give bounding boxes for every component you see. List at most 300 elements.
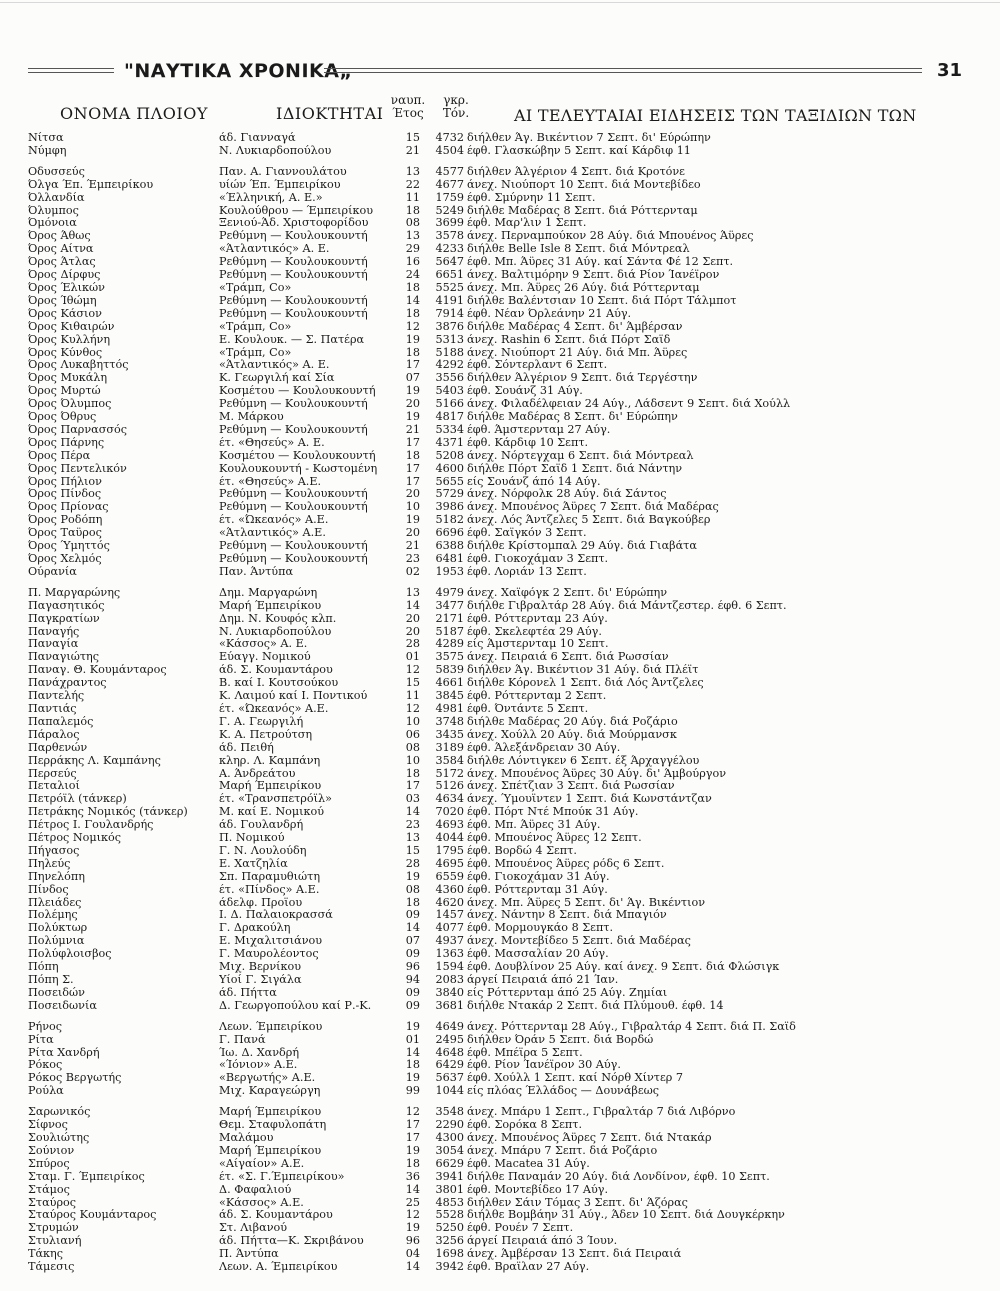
table-row (0, 514, 1000, 527)
gross-tonnage: 6629 (435, 1157, 464, 1170)
latest-news: έφθ. Ρόττερνταμ 31 Αύγ. (467, 883, 608, 896)
gross-tonnage: 4661 (435, 677, 464, 690)
latest-news: άνεχ. Νόρτεγχαμ 6 Σεπτ. διά Μόντρεαλ (467, 449, 694, 462)
gross-tonnage: 3477 (435, 599, 464, 612)
build-year: 21 (405, 144, 420, 157)
build-year: 19 (405, 385, 420, 398)
owner-name: έτ. «Ώκεανός» Α.Ε. (219, 702, 329, 715)
build-year: 19 (405, 514, 420, 527)
table-row (0, 566, 1000, 579)
owner-name: Στ. Λιβανού (219, 1222, 288, 1235)
latest-news: έφθ. Ρίον Ίανέϊρον 30 Αύγ. (467, 1059, 621, 1072)
build-year: 17 (405, 359, 420, 372)
gross-tonnage: 3556 (435, 372, 464, 385)
gross-tonnage: 3435 (435, 728, 464, 741)
table-row (0, 1248, 1000, 1261)
ship-name: Όλγα Έπ. Έμπειρίκου (28, 178, 154, 191)
owner-name: Γ. Μαυρολέοντος (219, 948, 319, 961)
table-row (0, 179, 1000, 192)
section-gap (0, 1098, 1000, 1106)
table-row (0, 205, 1000, 218)
table-row (0, 385, 1000, 398)
table-row (0, 600, 1000, 613)
build-year: 07 (405, 372, 420, 385)
ship-name: Ρίτα Χανδρή (28, 1046, 100, 1059)
ship-name: Πεταλιοί (28, 780, 80, 793)
table-row (0, 1132, 1000, 1145)
gross-tonnage: 4634 (435, 793, 464, 806)
build-year: 09 (405, 986, 420, 999)
table-row (0, 463, 1000, 476)
table-row (0, 540, 1000, 553)
table-row (0, 716, 1000, 729)
latest-news: άργεί Πειραιά άπό 21 Ίαν. (467, 974, 619, 986)
gross-tonnage: 5182 (435, 514, 464, 527)
build-year: 23 (405, 819, 420, 832)
ship-name: Όρος Χελμός (28, 553, 102, 565)
owner-name: Μαρή Έμπειρίκου (219, 1144, 322, 1157)
gross-tonnage: 5313 (435, 333, 464, 346)
owner-name: Υίοί Γ. Σιγάλα (219, 974, 302, 986)
table-row (0, 308, 1000, 321)
build-year: 36 (405, 1170, 420, 1183)
owner-name: «Αίγαίον» Α.Ε. (219, 1157, 305, 1170)
ship-name: Παγασητικός (28, 599, 105, 612)
owner-name: Ρεθύμνη — Κουλουκουντή (219, 269, 368, 282)
ship-name: Σταύρος (28, 1196, 77, 1209)
table-row (0, 651, 1000, 664)
table-row (0, 398, 1000, 411)
gross-tonnage: 4620 (435, 896, 464, 909)
table-row (0, 411, 1000, 424)
build-year: 25 (405, 1196, 420, 1209)
gross-tonnage: 5172 (435, 767, 464, 780)
build-year: 10 (405, 501, 420, 514)
ship-name: Όρος Λυκαβηττός (28, 359, 129, 372)
owner-name: «Έλληνική, Α. Ε.» (219, 191, 323, 204)
table-row (0, 501, 1000, 514)
build-year: 14 (405, 1261, 420, 1274)
table-row (0, 1047, 1000, 1060)
ship-name: Παναγιώτης (28, 651, 100, 664)
owner-name: άδελφ. Προΐου (219, 896, 303, 909)
build-year: 17 (405, 436, 420, 449)
latest-news: έφθ. Μοντεβίδεο 17 Αύγ. (467, 1183, 609, 1196)
owner-name: Ρεθύμνη — Κουλουκουντή (219, 294, 368, 307)
ship-name: Όρος Ταΰρος (28, 527, 102, 540)
build-year: 10 (405, 754, 420, 767)
gross-tonnage: 4577 (435, 165, 464, 178)
owner-name: υίών Έπ. Έμπειρίκου (219, 178, 341, 191)
gross-tonnage: 4817 (435, 411, 464, 424)
ship-name: Πανάχραντος (28, 677, 107, 690)
table-row (0, 664, 1000, 677)
gross-tonnage: 3575 (435, 651, 464, 664)
ship-name: Όρος Άτλας (28, 256, 96, 269)
ship-name: Όρος Όθρυς (28, 411, 97, 424)
build-year: 18 (405, 896, 420, 909)
owner-name: Μιχ. Καραγεώργη (219, 1085, 321, 1098)
table-row (0, 832, 1000, 845)
gross-tonnage: 5637 (435, 1072, 464, 1085)
gross-tonnage: 6651 (435, 269, 464, 282)
ship-name: Πετρόϊλ (τάνκερ) (28, 793, 127, 806)
ship-name: Περράκης Λ. Καμπάνης (28, 754, 161, 767)
build-year: 09 (405, 999, 420, 1012)
table-row (0, 909, 1000, 922)
ship-name: Περσεύς (28, 767, 77, 780)
owner-name: άδ. Σ. Κουμαντάρου (219, 664, 333, 677)
table-row (0, 768, 1000, 781)
table-row (0, 1209, 1000, 1222)
table-row (0, 217, 1000, 230)
latest-news: άνεχ. Πειραιά 6 Σεπτ. διά Ρωσσίαν (467, 651, 669, 664)
ship-name: Στυλιανή (28, 1235, 82, 1248)
gross-tonnage: 1698 (435, 1248, 464, 1261)
build-year: 01 (405, 651, 420, 664)
column-headers (0, 94, 1000, 130)
publication-title: "ΝΑΥΤΙΚΑ ΧΡΟΝΙΚΑ„ (124, 60, 353, 82)
latest-news: είς πλόας Έλλάδος — Δουνάβεως (467, 1085, 660, 1098)
owner-name: Ξενιού-Άδ. Χριστοφορίδου (219, 217, 369, 230)
latest-news: άνεχ. Μπάρυ 1 Σεπτ., Γιβραλτάρ 7 διά Λιβόρνο (467, 1106, 736, 1119)
build-year: 21 (405, 423, 420, 436)
owner-name: Α. Άνδρεάτου (219, 767, 296, 780)
gross-tonnage: 4292 (435, 359, 464, 372)
ship-name: Όλλανδία (28, 191, 85, 204)
latest-news: είς Άμστερνταμ 10 Σεπτ. (467, 638, 609, 651)
owner-name: Γ. Ν. Λουλούδη (219, 844, 307, 857)
latest-news: έφθ. Σκελεφτέα 29 Αύγ. (467, 625, 602, 638)
latest-news: άνεχ. Μπουένος Άϋρες 30 Αύγ. δι' Άμβούργον (467, 767, 726, 780)
build-year: 18 (405, 281, 420, 294)
ship-name: Ούρανία (28, 565, 77, 578)
ship-name: Όρος Κύνθος (28, 346, 103, 359)
latest-news: διήλθε Λόντιγκεν 6 Σεπτ. έξ Άρχαγγέλου (467, 754, 700, 767)
build-year: 15 (405, 844, 420, 857)
table-row (0, 677, 1000, 690)
build-year: 23 (405, 553, 420, 565)
build-year: 19 (405, 1072, 420, 1085)
gross-tonnage: 4360 (435, 883, 464, 896)
ship-name: Νίτσα (28, 132, 64, 144)
gross-tonnage: 6696 (435, 527, 464, 540)
owner-name: Ρεθύμνη — Κουλουκουντή (219, 488, 368, 501)
gross-tonnage: 4600 (435, 462, 464, 475)
ship-name: Παναγία (28, 638, 79, 651)
ship-name: Όρος Όλυμπος (28, 398, 112, 411)
gross-tonnage: 4191 (435, 294, 464, 307)
owner-name: «Ίόνιον» Α.Ε. (219, 1059, 298, 1072)
latest-news: έφθ. Πόρτ Ντέ Μπούκ 31 Αύγ. (467, 806, 639, 819)
owner-name: Γ. Α. Γεωργιλή (219, 715, 304, 728)
column-header-tonnage: γκρ. Τόν. (442, 93, 470, 120)
table-row (0, 334, 1000, 347)
table-row (0, 793, 1000, 806)
owner-name: «Άτλαντικός» Α.Ε. (219, 527, 326, 540)
build-year: 19 (405, 870, 420, 883)
build-year: 14 (405, 806, 420, 819)
table-row (0, 922, 1000, 935)
latest-news: διήλθεν Άγ. Βικέντιον 7 Σεπτ. δι' Εύρώπην (467, 132, 711, 144)
gross-tonnage: 2083 (435, 974, 464, 986)
table-row (0, 1000, 1000, 1013)
latest-news: άνεχ. Ύμουϊντεν 1 Σεπτ. διά Κωνστάντζαν (467, 793, 712, 806)
owner-name: «Άτλαντικός» Α. Ε. (219, 359, 330, 372)
gross-tonnage: 4937 (435, 935, 464, 948)
table-row (0, 192, 1000, 205)
owner-name: Κ. Λαιμού καί Ι. Ποντικού (219, 690, 368, 703)
gross-tonnage: 3876 (435, 320, 464, 333)
table-row (0, 1158, 1000, 1171)
table-row (0, 1106, 1000, 1119)
owner-name: Μ. καί Ε. Νομικού (219, 806, 325, 819)
ship-name: Όρος Πρίονας (28, 501, 109, 514)
latest-news: έφθ. Ρόττερνταμ 23 Αύγ. (467, 612, 608, 625)
owner-name: Μαρή Έμπειρίκου (219, 1106, 322, 1119)
table-row (0, 295, 1000, 308)
latest-news: άνεχ. Λός Άντζελες 5 Σεπτ. διά Βαγκούβερ (467, 514, 711, 527)
latest-news: έφθ. Χούλλ 1 Σεπτ. καί Νόρθ Χίντερ 7 (467, 1072, 684, 1085)
build-year: 17 (405, 780, 420, 793)
latest-news: άνεχ. Μπ. Άϋρες 26 Αύγ. διά Ρόττερνταμ (467, 281, 700, 294)
gross-tonnage: 5647 (435, 256, 464, 269)
ship-name: Πλειάδες (28, 896, 82, 909)
owner-name: έτ. «Τρανσπετρόϊλ» (219, 793, 332, 806)
table-row (0, 145, 1000, 158)
section-gap (0, 1013, 1000, 1021)
owner-name: έτ. «Θησεύς» Α.Ε. (219, 475, 322, 488)
owner-name: Ρεθύμνη — Κουλουκουντή (219, 230, 368, 243)
ship-table (0, 132, 1000, 1274)
owner-name: Δημ. Ν. Κουφός κλπ. (219, 612, 337, 625)
ship-name: Σαρωνικός (28, 1106, 91, 1119)
gross-tonnage: 4853 (435, 1196, 464, 1209)
ship-name: Πέτρος Ι. Γουλανδρής (28, 819, 154, 832)
latest-news: διήλθε Μαδέρας 4 Σεπτ. δι' Άμβέρσαν (467, 320, 683, 333)
gross-tonnage: 3941 (435, 1170, 464, 1183)
table-row (0, 372, 1000, 385)
owner-name: άδ. Γιανναγά (219, 132, 296, 144)
ship-name: Όρος Ίθώμη (28, 294, 97, 307)
owner-name: «Βεργωτής» Α.Ε. (219, 1072, 316, 1085)
owner-name: έτ. «Ώκεανός» Α.Ε. (219, 514, 329, 527)
owner-name: Β. καί Ι. Κουτσούκου (219, 677, 339, 690)
gross-tonnage: 1363 (435, 948, 464, 961)
gross-tonnage: 3548 (435, 1106, 464, 1119)
page-header (28, 60, 968, 82)
build-year: 15 (405, 677, 420, 690)
table-row (0, 424, 1000, 437)
table-row (0, 269, 1000, 282)
latest-news: έφθ. Σορόκα 8 Σεπτ. (467, 1119, 583, 1132)
owner-name: Θεμ. Σταφυλοπάτη (219, 1119, 327, 1132)
owner-name: Παν. Α. Γιαννουλάτου (219, 165, 347, 178)
table-row (0, 476, 1000, 489)
build-year: 12 (405, 1106, 420, 1119)
table-row (0, 553, 1000, 566)
latest-news: είς Ρόττερνταμ άπό 25 Αύγ. Ζημίαι (467, 986, 668, 999)
table-row (0, 935, 1000, 948)
latest-news: έφθ. Μπουένος Άϋρες 12 Σεπτ. (467, 832, 642, 845)
owner-name: Μ. Μάρκου (219, 411, 284, 424)
ship-name: Σούνιον (28, 1144, 75, 1157)
latest-news: έφθ. Νέαν Όρλεάνην 21 Αύγ. (467, 307, 632, 320)
owner-name: Ε. Χατζηλία (219, 857, 288, 870)
gross-tonnage: 3584 (435, 754, 464, 767)
table-row (0, 845, 1000, 858)
latest-news: έφθ. Δουβλίνον 25 Αύγ. καί άνεχ. 9 Σεπτ. διά Φλώσιγκ (467, 961, 780, 974)
build-year: 18 (405, 767, 420, 780)
ship-name: Όρος Πήλιον (28, 475, 102, 488)
gross-tonnage: 4371 (435, 436, 464, 449)
scan-edge-line (0, 2, 1000, 3)
ship-name: Πολέμης (28, 909, 78, 922)
ship-name: Σπύρος (28, 1157, 70, 1170)
latest-news: έφθ. Άλεξάνδρειαν 30 Αύγ. (467, 741, 621, 754)
ship-name: Πόπη (28, 961, 59, 974)
ship-name: Πολύκτωρ (28, 922, 88, 935)
latest-news: διήλθε Κρίστομπαλ 29 Αύγ. διά Γιαβάτα (467, 540, 697, 553)
gross-tonnage: 5403 (435, 385, 464, 398)
latest-news: έφθ. Άμστερνταμ 27 Αύγ. (467, 423, 611, 436)
build-year: 10 (405, 715, 420, 728)
build-year: 12 (405, 320, 420, 333)
latest-news: άνεχ. Μπάρυ 7 Σεπτ. διά Ροζάριο (467, 1144, 658, 1157)
latest-news: άνεχ. Νιούπορτ 10 Σεπτ. διά Μοντεβίδεο (467, 178, 701, 191)
gross-tonnage: 5187 (435, 625, 464, 638)
ship-name: Πήγασος (28, 844, 80, 857)
latest-news: έφθ. Σαϊγκόν 3 Σεπτ. (467, 527, 587, 540)
latest-news: άνεχ. Χαϊφόγκ 2 Σεπτ. δι' Εύρώπην (467, 586, 668, 599)
table-row (0, 527, 1000, 540)
ship-name: Σταύρος Κουμάνταρος (28, 1209, 157, 1222)
table-row (0, 871, 1000, 884)
gross-tonnage: 2171 (435, 612, 464, 625)
latest-news: έφθ. Ρουέν 7 Σεπτ. (467, 1222, 574, 1235)
owner-name: Σπ. Παραμυθιώτη (219, 870, 321, 883)
owner-name: Π. Άντύπα (219, 1248, 279, 1261)
latest-news: έφθ. Σμύρνην 11 Σεπτ. (467, 191, 596, 204)
ship-name: Πίνδος (28, 883, 69, 896)
latest-news: έφθ. Σόντερλαντ 6 Σεπτ. (467, 359, 608, 372)
build-year: 07 (405, 935, 420, 948)
gross-tonnage: 4649 (435, 1020, 464, 1033)
ship-name: Παναγ. Θ. Κουμάνταρος (28, 664, 167, 677)
owner-name: Μαρή Έμπειρίκου (219, 599, 322, 612)
owner-name: Κ. Γεωργιλή καί Σία (219, 372, 335, 385)
gross-tonnage: 6559 (435, 870, 464, 883)
build-year: 06 (405, 728, 420, 741)
build-year: 19 (405, 333, 420, 346)
latest-news: διήλθε Κόρονελ 1 Σεπτ. διά Λός Άντζελες (467, 677, 704, 690)
ship-name: Νύμφη (28, 144, 67, 157)
header-rule-left (28, 68, 114, 73)
build-year: 17 (405, 1119, 420, 1132)
ship-name: Ρούλα (28, 1085, 64, 1098)
build-year: 18 (405, 1059, 420, 1072)
build-year: 19 (405, 1222, 420, 1235)
gross-tonnage: 2290 (435, 1119, 464, 1132)
ship-name: Πάραλος (28, 728, 80, 741)
build-year: 11 (405, 690, 420, 703)
gross-tonnage: 5655 (435, 475, 464, 488)
table-row (0, 613, 1000, 626)
latest-news: διήλθε Μαδέρας 20 Αύγ. διά Ροζάριο (467, 715, 678, 728)
owner-name: «Τράμπ, Co» (219, 320, 292, 333)
latest-news: άνεχ. Μπουένος Άϋρες 7 Σεπτ. διά Μαδέρας (467, 501, 719, 514)
latest-news: διήλθε Πόρτ Σαΐδ 1 Σεπτ. διά Νάντην (467, 462, 683, 475)
ship-name: Παντελής (28, 690, 85, 703)
table-row (0, 742, 1000, 755)
build-year: 03 (405, 793, 420, 806)
table-row (0, 359, 1000, 372)
owner-name: Ρεθύμνη — Κουλουκουντή (219, 501, 368, 514)
table-row (0, 243, 1000, 256)
owner-name: άδ. Πειθή (219, 741, 274, 754)
table-row (0, 806, 1000, 819)
ship-name: Όρος Άθως (28, 230, 91, 243)
latest-news: διήλθεν Άλγέριον 9 Σεπτ. διά Τεργέστην (467, 372, 698, 385)
owner-name: Εύαγγ. Νομικού (219, 651, 311, 664)
owner-name: Γ. Πανά (219, 1033, 266, 1046)
table-row (0, 987, 1000, 1000)
build-year: 19 (405, 1144, 420, 1157)
build-year: 28 (405, 857, 420, 870)
build-year: 08 (405, 217, 420, 230)
owner-name: Ίω. Δ. Χανδρή (219, 1046, 300, 1059)
owner-name: Λεων. Α. Έμπειρίκου (219, 1261, 338, 1274)
section-gap (0, 158, 1000, 166)
gross-tonnage: 4979 (435, 586, 464, 599)
table-row (0, 819, 1000, 832)
owner-name: Ε. Μιχαλιτσιάνου (219, 935, 323, 948)
gross-tonnage: 1594 (435, 961, 464, 974)
latest-news: διήλθε Μαδέρας 8 Σεπτ. δι' Εύρώπην (467, 411, 678, 424)
owner-name: Μαρή Έμπειρίκου (219, 780, 322, 793)
build-year: 20 (405, 398, 420, 411)
owner-name: Γ. Δρακούλη (219, 922, 291, 935)
gross-tonnage: 3801 (435, 1183, 464, 1196)
latest-news: άνεχ. Άμβέρσαν 13 Σεπτ. διά Πειραιά (467, 1248, 682, 1261)
ship-name: Όρος Μυκάλη (28, 372, 108, 385)
table-row (0, 1034, 1000, 1047)
gross-tonnage: 3986 (435, 501, 464, 514)
build-year: 12 (405, 702, 420, 715)
gross-tonnage: 4693 (435, 819, 464, 832)
build-year: 01 (405, 1033, 420, 1046)
table-row (0, 897, 1000, 910)
build-year: 17 (405, 462, 420, 475)
ship-name: Τάκης (28, 1248, 63, 1261)
latest-news: διήλθε Βομβάην 31 Αύγ., Άδεν 10 Σεπτ. διά Δουγκέρκην (467, 1209, 785, 1222)
latest-news: άνεχ. Ρόττερνταμ 28 Αύγ., Γιβραλτάρ 4 Σεπτ. διά Π. Σαΐδ (467, 1020, 796, 1033)
ship-name: Παναγής (28, 625, 80, 638)
table-row (0, 321, 1000, 334)
latest-news: άνεχ. Περναμπούκον 28 Αύγ. διά Μπουένος Άϋρες (467, 230, 754, 243)
ship-name: Όρος Πέρα (28, 449, 91, 462)
table-row (0, 450, 1000, 463)
latest-news: έφθ. Γλασκώβην 5 Σεπτ. καί Κάρδιφ 11 (467, 144, 691, 157)
gross-tonnage: 4695 (435, 857, 464, 870)
build-year: 17 (405, 475, 420, 488)
owner-name: άδ. Πήττα (219, 986, 277, 999)
table-row (0, 166, 1000, 179)
table-row (0, 755, 1000, 768)
owner-name: Κοσμέτου — Κουλουκουντή (219, 449, 376, 462)
owner-name: Μιχ. Βερνίκου (219, 961, 302, 974)
build-year: 14 (405, 1183, 420, 1196)
